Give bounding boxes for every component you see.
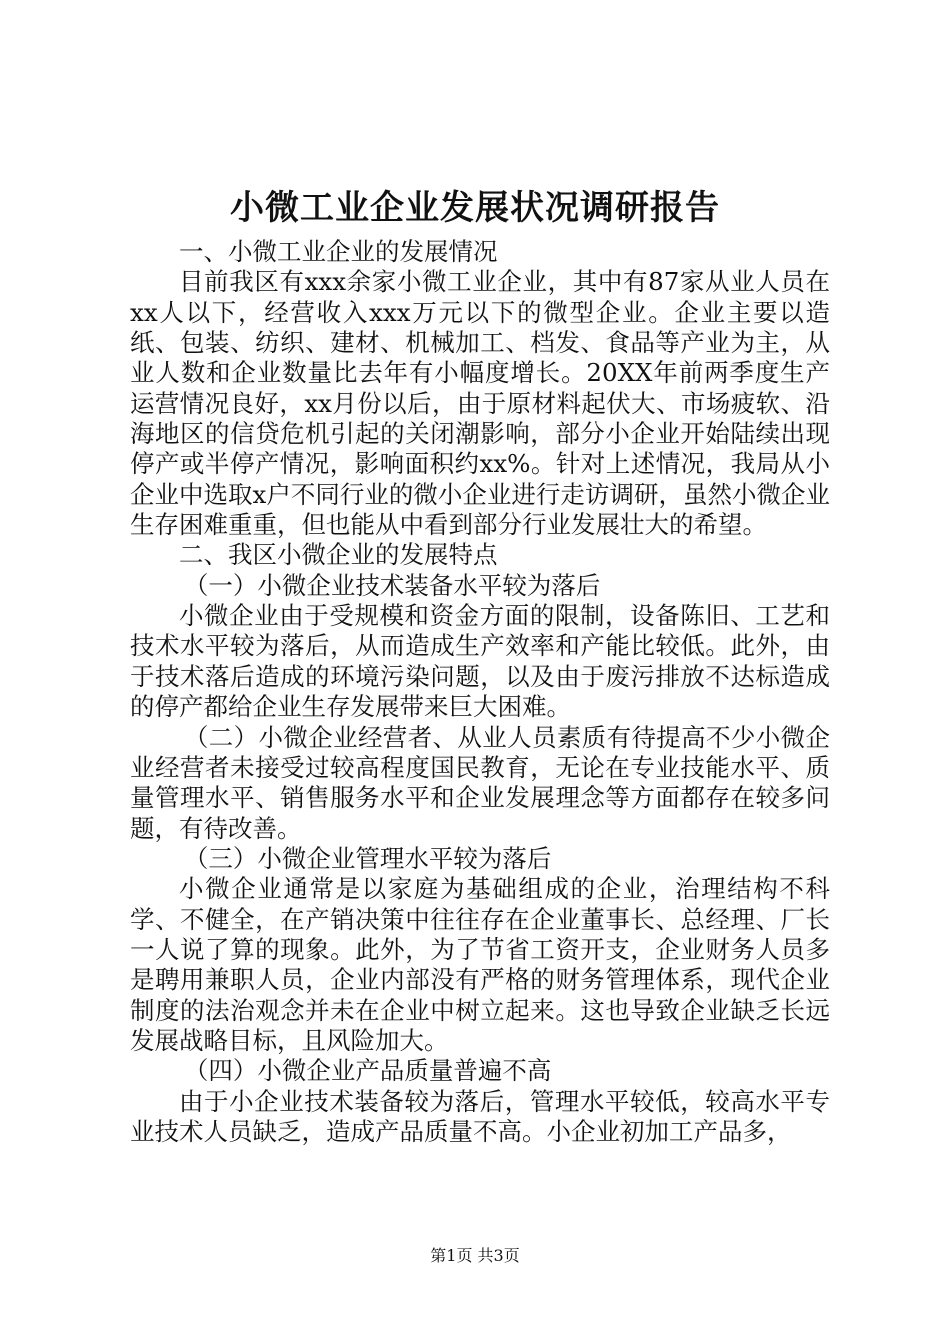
paragraph: 小微企业由于受规模和资金方面的限制，设备陈旧、工艺和技术水平较为落后，从而造成生产效率和产能比较低。此外，由于技术落后造成的环境污染问题，以及由于废污排放不达标造成的停产都给企业生存发展带来巨大困难。: [130, 601, 830, 722]
section-heading-2: 二、我区小微企业的发展特点: [179, 540, 498, 570]
subheading-1: （一）小微企业技术装备水平较为落后: [183, 570, 601, 600]
document-body: [130, 237, 830, 1147]
paragraph: 由于小企业技术装备较为落后，管理水平较低，较高水平专业技术人员缺乏，造成产品质量不高。小企业初加工产品多，: [130, 1086, 830, 1146]
paragraph: 目前我区有xxx余家小微工业企业，其中有87家从业人员在xx人以下，经营收入xxx万元以下的微型企业。企业主要以造纸、包装、纺织、建材、机械加工、档发、食品等产业为主，从业人数和企业数量比去年有小幅度增长。20XX年前两季度生产运营情况良好，xx月份以后，由于原材料起伏大、市场疲软、沿海地区的信贷危机引起的关闭潮影响，部分小企业开始陆续出现停产或半停产情况，影响面积约xx%。针对上述情况，我局从小企业中选取x户不同行业的微小企业进行走访调研，虽然小微企业生存困难重重，但也能从中看到部分行业发展壮大的希望。: [130, 267, 830, 540]
document-title: 小微工业企业发展状况调研报告: [230, 188, 720, 228]
paragraph: 小微企业通常是以家庭为基础组成的企业，治理结构不科学、不健全，在产销决策中往往存在企业董事长、总经理、厂长一人说了算的现象。此外，为了节省工资开支，企业财务人员多是聘用兼职人员，企业内部没有严格的财务管理体系，现代企业制度的法治观念并未在企业中树立起来。这也导致企业缺乏长远发展战略目标，且风险加大。: [130, 874, 830, 1055]
section-heading-1: 一、小微工业企业的发展情况: [179, 237, 498, 266]
subheading-4: （四）小微企业产品质量普遍不高: [183, 1056, 552, 1086]
subheading-3: （三）小微企业管理水平较为落后: [183, 843, 552, 873]
subheading-2: （二）小微企业经营者、从业人员素质有待提高不少小微企业经营者未接受过较高程度国民教育，无论在专业技能水平、质量管理水平、销售服务水平和企业发展理念等方面都存在较多问题，有待改善。: [130, 722, 830, 843]
page-number-footer: 第1页 共3页: [430, 1246, 520, 1265]
